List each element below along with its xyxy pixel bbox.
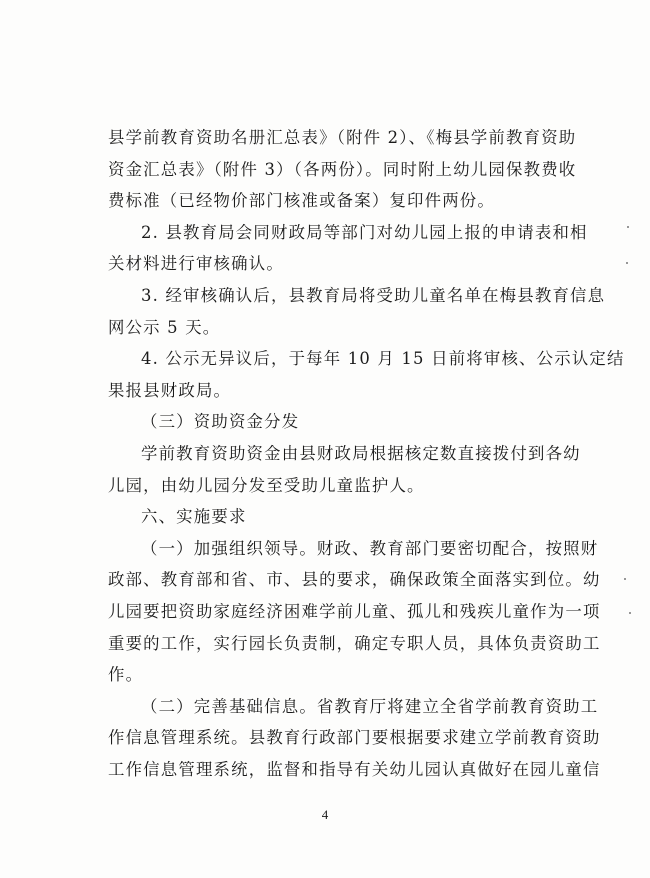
section-heading: （三）资助资金分发 [141,412,300,432]
text-line: 儿园要把资助家庭经济困难学前儿童、孤儿和残疾儿童作为一项 [108,601,601,621]
text-line: 儿园，由幼儿园分发至受助儿童监护人。 [108,475,425,495]
text-line: 重要的工作，实行园长负责制，确定专职人员，具体负责资助工 [108,633,601,653]
text-line: 2. 县教育局会同财政局等部门对幼儿园上报的申请表和相 [141,222,588,242]
text-line: 作。 [108,665,144,685]
text-line: 作信息管理系统。县教育行政部门要根据要求建立学前教育资助 [108,728,601,748]
text-line: 4. 公示无异议后，于每年 10 月 15 日前将审核、公示认定结 [141,349,625,369]
body-text [108,122,625,785]
text-line: （二）完善基础信息。省教育厅将建立全省学前教育资助工 [141,696,599,716]
text-line: 网公示 5 天。 [108,317,221,337]
text-line: 学前教育资助资金由县财政局根据核定数直接拨付到各幼 [141,443,581,463]
page-number: 4 [321,807,329,822]
text-line: 资金汇总表》（附件 3）（各两份）。同时附上幼儿园保教费收 [108,159,577,179]
text-line: 县学前教育资助名册汇总表》（附件 2）、《梅县学前教育资助 [108,128,577,147]
text-line: 3. 经审核确认后，县教育局将受助儿童名单在梅县教育信息 [141,285,606,305]
text-line: 工作信息管理系统，监督和指导有关幼儿园认真做好在园儿童信 [108,759,601,779]
text-line: （一）加强组织领导。财政、教育部门要密切配合，按照财 [141,538,599,558]
scan-speck [624,578,626,580]
scan-speck [629,612,631,614]
scan-speck [627,226,629,228]
text-line: 政部、教育部和省、市、县的要求，确保政策全面落实到位。幼 [108,570,601,590]
section-heading: 六、实施要求 [141,507,247,527]
text-line: 费标准（已经物价部门核准或备案）复印件两份。 [108,191,495,211]
scan-speck [626,262,628,264]
text-line: 果报县财政局。 [108,380,232,400]
text-line: 关材料进行审核确认。 [108,254,284,274]
